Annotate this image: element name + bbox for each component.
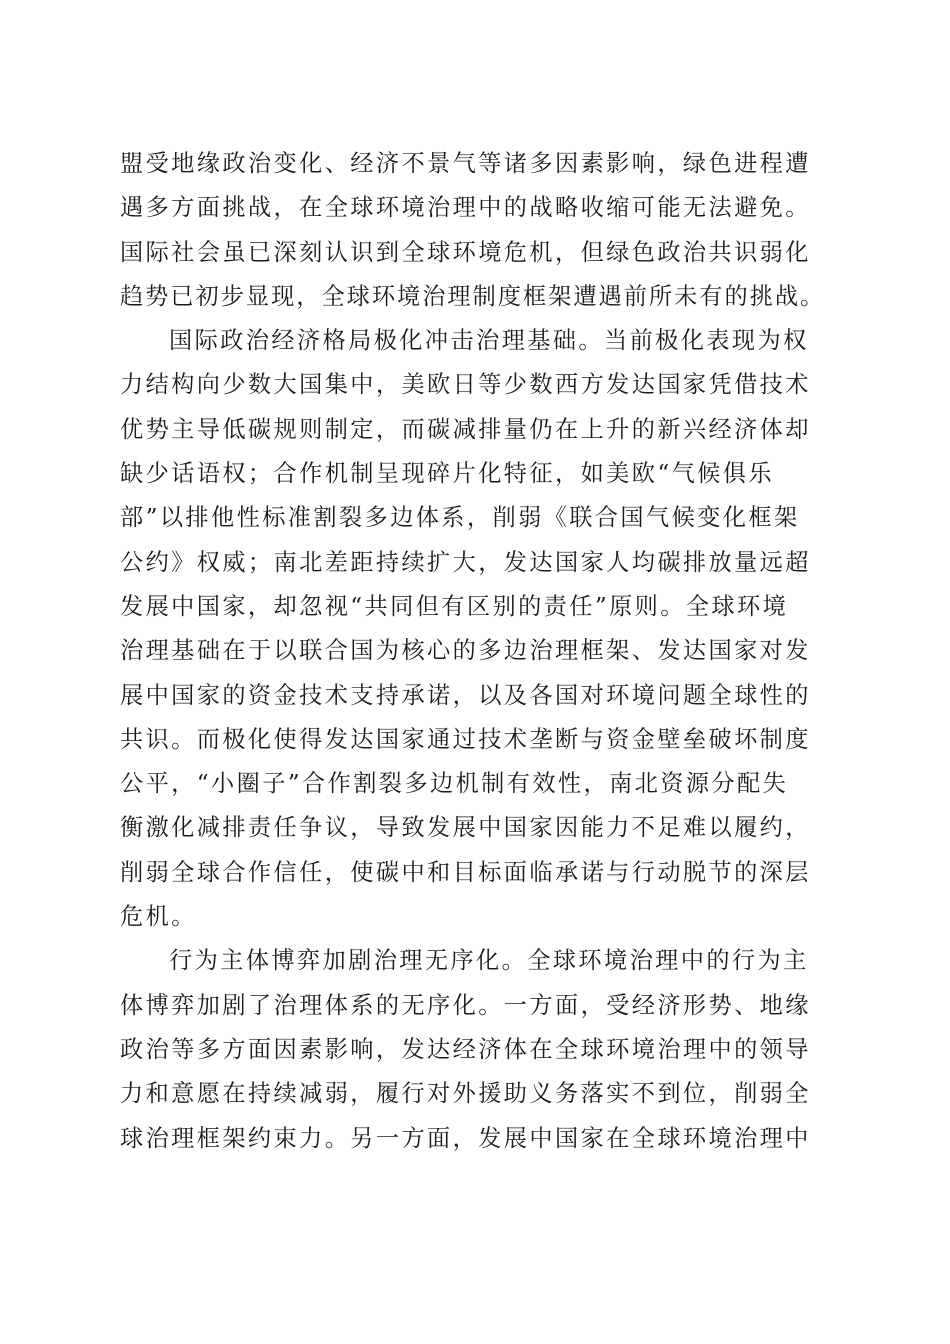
text-line: 盟受地缘政治变化、经济不景气等诸多因素影响，绿色进程遭	[120, 150, 811, 177]
text-line: 发展中国家，却忽视“共同但有区别的责任”原则。全球环境	[120, 592, 789, 620]
text-line: 共识。而极化使得发达国家通过技术垄断与资金壁垒破坏制度	[120, 725, 811, 753]
text-line: 削弱全球合作信任，使碳中和目标面临承诺与行动脱节的深层	[120, 858, 811, 886]
text-line: 部”以排他性标准割裂多边体系，削弱《联合国气候变化框架	[120, 504, 800, 532]
text-line: 球治理框架约束力。另一方面，发展中国家在全球环境治理中	[120, 1124, 811, 1152]
text-line: 体博弈加剧了治理体系的无序化。一方面，受经济形势、地缘	[120, 991, 811, 1019]
text-line: 优势主导低碳规则制定，而碳减排量仍在上升的新兴经济体却	[120, 415, 811, 443]
text-line: 衡激化减排责任争议，导致发展中国家因能力不足难以履约，	[120, 814, 811, 842]
text-line: 政治等多方面因素影响，发达经济体在全球环境治理中的领导	[120, 1035, 811, 1063]
text-line: 治理基础在于以联合国为核心的多边治理框架、发达国家对发	[120, 637, 811, 665]
text-line: 公约》权威；南北差距持续扩大，发达国家人均碳排放量远超	[120, 548, 811, 576]
text-line: 危机。	[120, 903, 197, 931]
text-line: 力结构向少数大国集中，美欧日等少数西方发达国家凭借技术	[120, 371, 811, 399]
paragraph-heading-line: 国际政治经济格局极化冲击治理基础。当前极化表现为权	[169, 327, 809, 355]
text-line: 趋势已初步显现，全球环境治理制度框架遭遇前所未有的挑战。	[120, 282, 826, 310]
text-line: 展中国家的资金技术支持承诺，以及各国对环境问题全球性的	[120, 681, 811, 709]
text-line: 国际社会虽已深刻认识到全球环境危机，但绿色政治共识弱化	[120, 238, 811, 266]
body-text	[120, 142, 830, 1161]
paragraph-heading-line: 行为主体博弈加剧治理无序化。全球环境治理中的行为主	[169, 947, 809, 975]
text-line: 缺少话语权；合作机制呈现碎片化特征，如美欧“气候俱乐	[120, 460, 774, 488]
text-line: 遇多方面挑战，在全球环境治理中的战略收缩可能无法避免。	[120, 194, 811, 222]
text-line: 力和意愿在持续减弱，履行对外援助义务落实不到位，削弱全	[120, 1080, 811, 1108]
text-line: 公平，“小圈子”合作割裂多边机制有效性，南北资源分配失	[120, 770, 789, 798]
